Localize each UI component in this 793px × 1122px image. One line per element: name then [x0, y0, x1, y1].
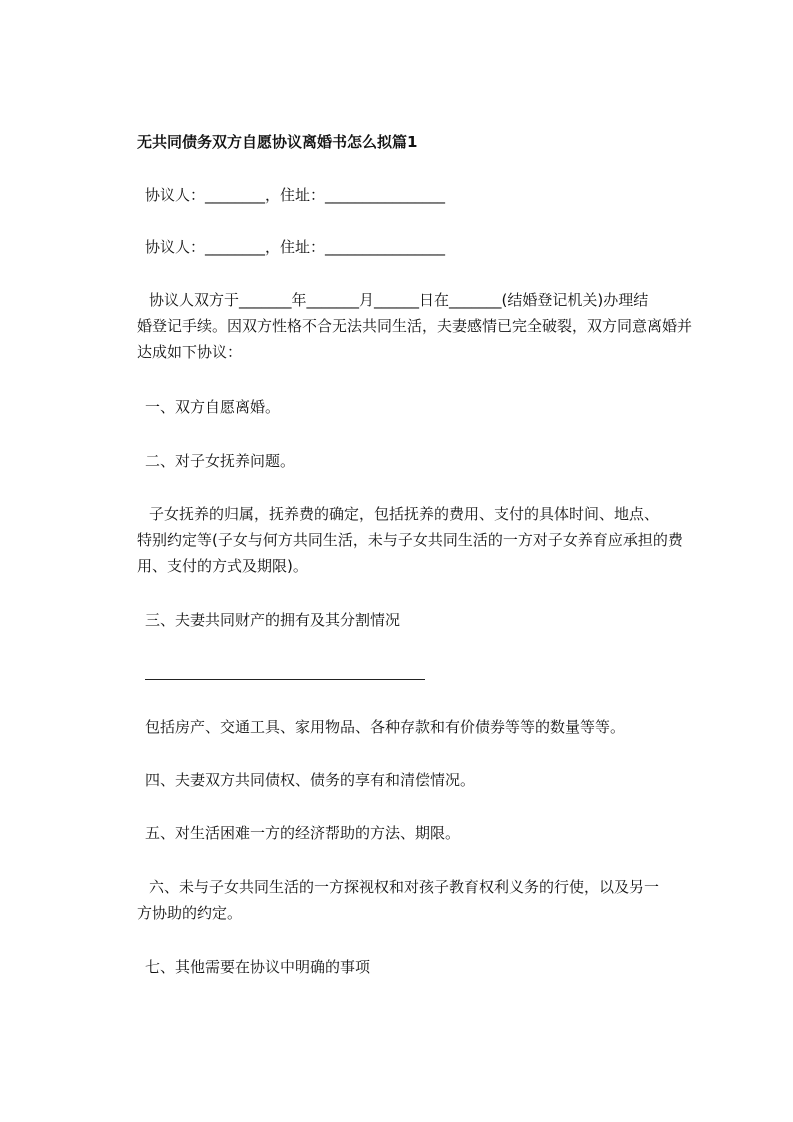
- item-6-line-2: 方协助的约定。: [137, 904, 243, 922]
- item-7: 七、其他需要在协议中明确的事项: [145, 958, 371, 976]
- item-6-line-1: 六、未与子女共同生活的一方探视权和对孩子教育权利义务的行使，以及另一: [149, 878, 660, 896]
- item-2-detail-line-1: 子女抚养的归属，抚养费的确定，包括抚养的费用、支付的具体时间、地点、: [149, 505, 660, 523]
- document-title: 无共同债务双方自愿协议离婚书怎么拟篇1: [137, 133, 418, 151]
- item-3: 三、夫妻共同财产的拥有及其分割情况: [145, 611, 401, 629]
- blank-fill-line: [145, 679, 425, 680]
- party-1-line: 协议人：________，住址：________________: [145, 186, 446, 204]
- item-2: 二、对子女抚养问题。: [145, 452, 296, 470]
- item-2-detail-line-3: 用、支付的方式及期限)。: [137, 557, 308, 575]
- intro-paragraph: [137, 287, 692, 365]
- intro-line-2: 婚登记手续。因双方性格不合无法共同生活，夫妻感情已完全破裂，双方同意离婚并: [137, 317, 693, 335]
- item-4: 四、夫妻双方共同债权、债务的享有和清偿情况。: [145, 771, 476, 789]
- item-5: 五、对生活困难一方的经济帮助的方法、期限。: [145, 824, 461, 842]
- item-2-detail: [137, 501, 683, 579]
- item-6: [137, 874, 659, 926]
- intro-line-1: 协议人双方于_______年_______月______日在_______(结婚登记机关)办理结: [149, 291, 649, 309]
- item-1: 一、双方自愿离婚。: [145, 398, 281, 416]
- party-2-line: 协议人：________，住址：________________: [145, 238, 446, 256]
- intro-line-3: 达成如下协议：: [137, 343, 243, 361]
- item-3-detail: 包括房产、交通工具、家用物品、各种存款和有价债券等等的数量等等。: [145, 718, 626, 736]
- item-2-detail-line-2: 特别约定等(子女与何方共同生活，未与子女共同生活的一方对子女养育应承担的费: [137, 531, 683, 549]
